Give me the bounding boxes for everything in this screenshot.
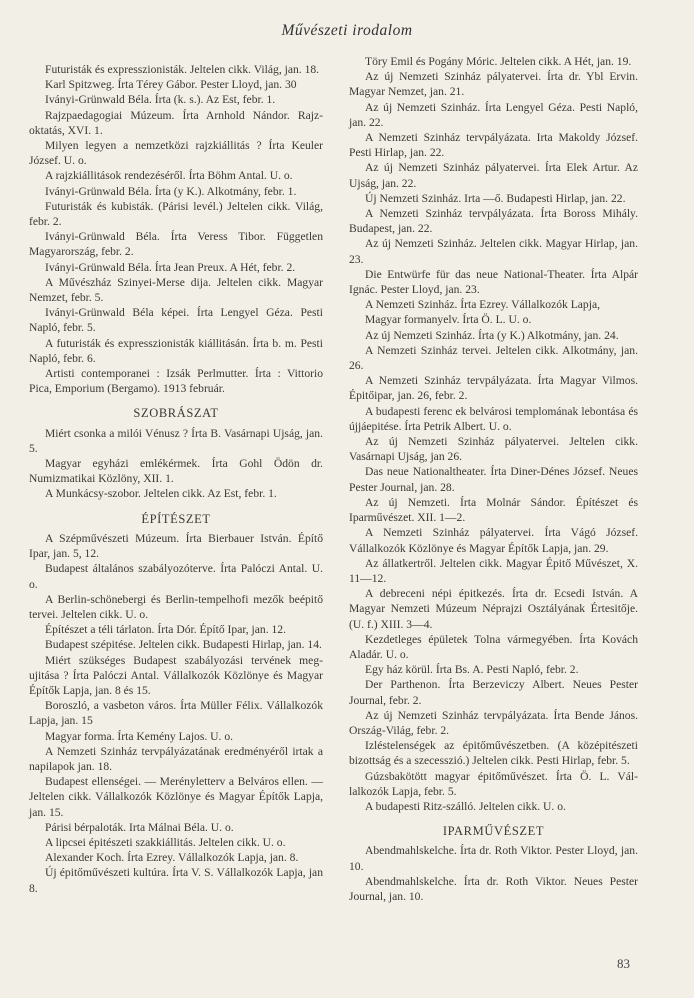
bibliography-entry: A budapesti ferenc ek belvárosi templomának lebontása és újjáepitése. Írta Petrik Albert. U. o.: [349, 404, 638, 433]
bibliography-entry: Budapest általános szabályozóterve. Írta Palóczi Antal. U. o.: [29, 562, 323, 591]
bibliography-entry: Die Entwürfe für das neue National-Theater. Írta Alpár Ignác. Pester Lloyd, jan. 23.: [349, 267, 638, 297]
page-number: 83: [617, 956, 630, 971]
bibliography-entry: Kezdetleges épületek Tolna vármegyében. Írta Kovách Aladár. U. o.: [349, 632, 638, 661]
bibliography-entry: A rajzkiállitások rendezéséről. Írta Böhm Antal. U. o.: [45, 169, 293, 183]
bibliography-entry: Iványi-Grünwald Béla. Írta (y K.). Alkotmány, febr. 1.: [45, 184, 297, 198]
bibliography-entry: Az új Nemzeti Szinház pályatervei. Jeltelen cikk. Vasárnapi Ujság, jan 26.: [349, 435, 638, 464]
bibliography-entry: A Berlin-schönebergi és Berlin-tempelhofi mezők beépitő tervei. Jeltelen cikk. U. o.: [29, 592, 323, 621]
running-title: Művészeti irodalom: [281, 22, 413, 39]
bibliography-entry: Párisi bérpaloták. Irta Málnai Béla. U. o.: [45, 820, 234, 834]
bibliography-entry: Budapest ellenségei. — Merényletterv a Belváros ellen. — Jeltelen cikk. Vállalkozók Közlönye és Magyar Építők Lapja, jan. 15.: [29, 775, 323, 819]
bibliography-entry: Új épitőművészeti kultúra. Írta V. S. Vállalkozók Lapja, jan 8.: [29, 866, 323, 895]
bibliography-entry: Rajzpaedagogiai Múzeum. Írta Arnhold Nándor. Rajzoktatás, XVI. 1.: [29, 108, 323, 137]
bibliography-entry: Az állatkertről. Jeltelen cikk. Magyar Épitő Művészet, X. 11—12.: [349, 556, 638, 585]
bibliography-entry: A budapesti Ritz-szálló. Jeltelen cikk. U. o.: [365, 799, 566, 813]
bibliography-entry: Izléstelenségek az épitőművészetben. (A középitészeti bizottság és a szecesszió.) Jeltelen cikk. Pesti Hirlap, febr. 5.: [349, 739, 638, 768]
section-heading: ÉPÍTÉSZET: [141, 511, 211, 526]
bibliography-entry: Új Nemzeti Szinház. Irta —ő. Budapesti Hirlap, jan. 22.: [365, 191, 626, 205]
bibliography-entry: A Nemzeti Szinház. Írta Ezrey. Vállalkozók Lapja,: [365, 298, 600, 312]
bibliography-entry: Iványi-Grünwald Béla. Írta Veress Tibor. Független Magyarország, febr. 2.: [29, 230, 323, 259]
left-column: [29, 62, 323, 896]
bibliography-entry: A Munkácsy-szobor. Jeltelen cikk. Az Est, febr. 1.: [45, 487, 277, 501]
bibliography-entry: Építészet a téli tárlaton. Írta Dór. Építő Ipar, jan. 12.: [45, 623, 286, 637]
right-column: [349, 54, 638, 904]
bibliography-entry: Iványi-Grünwald Béla. Írta Jean Preux. A Hét, febr. 2.: [45, 260, 296, 274]
bibliography-entry: Budapest szépitése. Jeltelen cikk. Budapesti Hirlap, jan. 14.: [45, 638, 322, 652]
bibliography-entry: Magyar forma. Írta Kemény Lajos. U. o.: [45, 729, 234, 743]
bibliography-entry: Az új Nemzeti Szinház. Írta Lengyel Géza. Pesti Napló, jan. 22.: [349, 100, 638, 129]
bibliography-entry: Abendmahlskelche. Írta dr. Roth Viktor. Pester Lloyd, jan. 10.: [349, 844, 638, 873]
bibliography-entry: Futuristák és expresszionisták. Jeltelen cikk. Világ, jan. 18.: [45, 63, 320, 76]
bibliography-entry: Das neue Nationaltheater. Írta Diner-Dénes József. Neues Pester Journal, jan. 28.: [349, 465, 638, 494]
section-heading: IPARMŰVÉSZET: [442, 824, 545, 839]
bibliography-entry: A Szépművészeti Múzeum. Írta Bierbauer István. Építő Ipar, jan. 5, 12.: [29, 531, 323, 561]
bibliography-entry: A Nemzeti Szinház tervpályázata. Írta Magyar Vilmos. Épitőipar, jan. 26, febr. 2.: [349, 374, 638, 403]
bibliography-entry: Boroszló, a vasbeton város. Írta Müller Félix. Vállalkozók Lapja, jan. 15: [29, 699, 323, 728]
bibliography-entry: A Nemzeti Szinház tervpályázatának eredményéről irtak a napilapok jan. 18.: [29, 744, 323, 773]
bibliography-entry: Alexander Koch. Írta Ezrey. Vállalkozók Lapja, jan. 8.: [45, 851, 299, 865]
bibliography-entry: Egy ház körül. Írta Bs. A. Pesti Napló, febr. 2.: [365, 663, 579, 677]
bibliography-entry: Der Parthenon. Írta Berzeviczy Albert. Neues Pester Journal, febr. 2.: [349, 678, 638, 707]
bibliography-entry: A Művészház Szinyei-Merse dija. Jeltelen cikk. Magyar Nemzet, febr. 5.: [29, 275, 323, 305]
section-heading: SZOBRÁSZAT: [133, 406, 219, 421]
bibliography-entry: Az új Nemzeti Szinház pályatervei. Írta Elek Artur. Az Ujság, jan. 22.: [349, 161, 638, 190]
bibliography-entry: Karl Spitzweg. Írta Térey Gábor. Pester Lloyd, jan. 30: [45, 78, 297, 92]
bibliography-entry: Miért szükséges Budapest szabályozási tervének megujitása ? Írta Palóczi Antal. Vállalkozók Közlönye és Magyar Építők Lapja, jan. 8 és 15.: [29, 653, 323, 697]
bibliography-entry: A Nemzeti Szinház pályatervei. Írta Vágó József. Vállalkozók Közlönye és Magyar Építők Lapja, jan. 29.: [349, 526, 638, 555]
bibliography-entry: Milyen legyen a nemzetközi rajzkiállitás ? Írta Keuler József. U. o.: [29, 139, 323, 168]
bibliography-entry: Az új Nemzeti Szinház pályatervei. Írta dr. Ybl Ervin. Magyar Nemzet, jan. 21.: [349, 70, 638, 99]
bibliography-entry: Töry Emil és Pogány Móric. Jeltelen cikk. A Hét, jan. 19.: [365, 55, 632, 68]
bibliography-entry: Magyar formanyelv. Írta Ö. L. U. o.: [365, 313, 532, 327]
bibliography-entry: Az új Nemzeti. Írta Molnár Sándor. Építészet és Iparművészet. XII. 1—2.: [349, 495, 638, 525]
bibliography-entry: Az új Nemzeti Szinház tervpályázata. Írta Bende János. Ország-Világ, febr. 2.: [349, 708, 638, 737]
bibliography-entry: Az új Nemzeti Szinház. Írta (y K.) Alkotmány, jan. 24.: [365, 328, 619, 342]
bibliography-entry: A debreceni népi épitkezés. Írta dr. Ecsedi István. A Magyar Nemzeti Múzeum Néprajzi Osztályának Értesitője. (U. f.) XIII. 3—4.: [349, 587, 638, 631]
bibliography-entry: A lipcsei épitészeti szakkiállitás. Jeltelen cikk. U. o.: [45, 835, 286, 849]
bibliography-entry: Futuristák és kubisták. (Párisi levél.) Jeltelen cikk. Világ, febr. 2.: [29, 199, 323, 229]
bibliography-entry: A Nemzeti Szinház tervpályázata. Írta Boross Mihály. Budapest, jan. 22.: [349, 207, 638, 236]
bibliography-entry: Iványi-Grünwald Béla. Írta (k. s.). Az Est, febr. 1.: [45, 93, 276, 107]
bibliography-entry: Az új Nemzeti Szinház. Jeltelen cikk. Magyar Hirlap, jan. 23.: [349, 237, 638, 266]
bibliography-entry: A Nemzeti Szinház tervei. Jeltelen cikk. Alkotmány, jan. 26.: [349, 343, 638, 373]
bibliography-entry: Abendmahlskelche. Írta dr. Roth Viktor. Neues Pester Journal, jan. 10.: [349, 874, 638, 903]
bibliography-entry: Miért csonka a milói Vénusz ? Írta B. Vasárnapi Ujság, jan. 5.: [29, 426, 323, 455]
bibliography-entry: Iványi-Grünwald Béla képei. Írta Lengyel Géza. Pesti Napló, febr. 5.: [29, 306, 323, 335]
bibliography-entry: A futuristák és expresszionisták kiállitásán. Írta b. m. Pesti Napló, febr. 6.: [29, 336, 323, 365]
bibliography-entry: A Nemzeti Szinház tervpályázata. Irta Makoldy József. Pesti Hirlap, jan. 22.: [349, 131, 638, 160]
bibliography-entry: Artisti contemporanei : Izsák Perlmutter. Írta : Vittorio Pica, Emporium (Bergamo). 1913 február.: [29, 367, 323, 396]
bibliography-entry: Gúzsbakötött magyar épitőművészet. Írta Ö. L. Vállalkozók Lapja, febr. 5.: [349, 769, 638, 798]
bibliography-entry: Magyar egyházi emlékérmek. Írta Gohl Ödön dr. Numizmatikai Közlöny, XII. 1.: [29, 457, 323, 486]
